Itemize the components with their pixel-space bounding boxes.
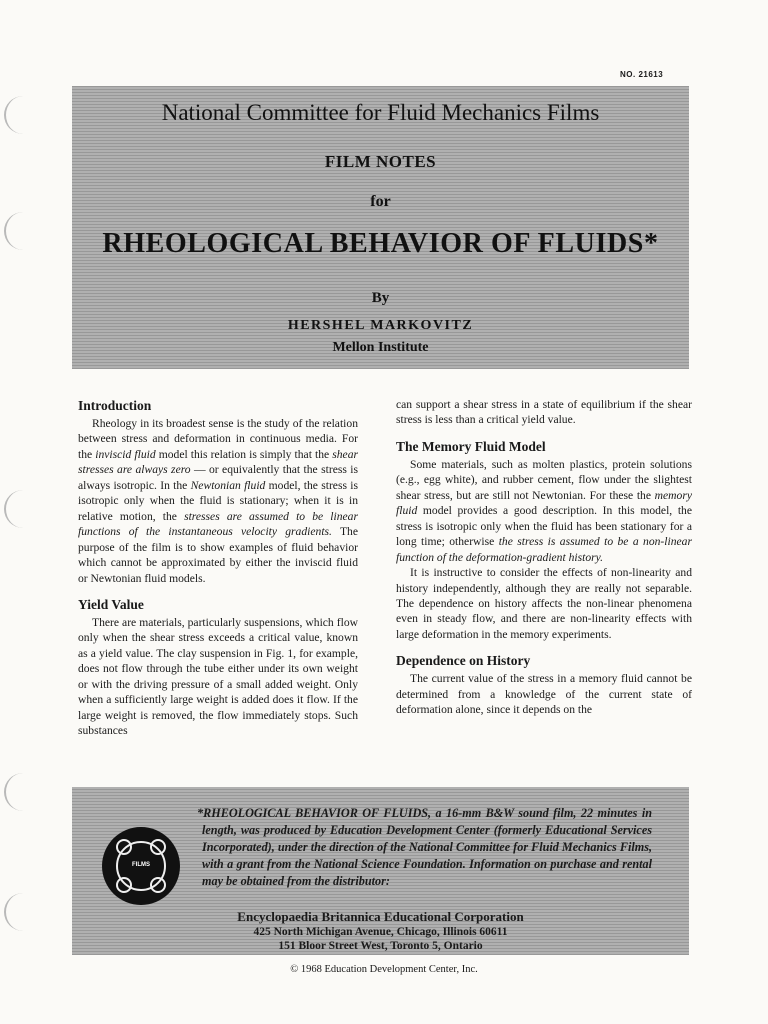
section-heading-memory-fluid-model: The Memory Fluid Model (396, 438, 546, 454)
binder-hole-mark (4, 773, 28, 811)
organization-name: National Committee for Fluid Mechanics Films (161, 100, 600, 125)
left-column (78, 397, 358, 739)
distributor-address-toronto: 151 Bloor Street West, Toronto 5, Ontario (278, 940, 483, 952)
distributor-name: Encyclopaedia Britannica Educational Corporation (237, 909, 524, 924)
binder-hole-mark (4, 893, 28, 931)
document-number: NO. 21613 (620, 70, 664, 79)
paragraph: There are materials, particularly suspensions, which flow only when the shear stress exceeds a critical value, known as a yield value. The clay suspension in Fig. 1, for example, does not flow through the tube either under its own weight or with the driving pressure of a small added weight. Only when a sufficiently large weight is added does it flow. If the large weight is removed, the flow immediately stops. Such substances (78, 615, 358, 738)
by-label: By (371, 290, 390, 306)
paragraph: Some materials, such as molten plastics, protein solutions (e.g., egg white), and rubber cement, flow under the slightest shear stress, but are still not Newtonian. For these the memory fluid model provides a good description. In this model, the stress is isotropic only when the fluid has been stationary for a long time; otherwise the stress is assumed to be a non-linear function of the deformation-gradient history. (396, 457, 692, 564)
distributor-address-chicago: 425 North Michigan Avenue, Chicago, Illinois 60611 (253, 926, 508, 938)
right-column (396, 397, 692, 718)
film-notes-label: FILM NOTES (324, 152, 437, 171)
paragraph: can support a shear stress in a state of equilibrium if the shear stress is less than a critical yield value. (396, 398, 692, 427)
author-name: HERSHEL MARKOVITZ (287, 318, 474, 333)
title-banner (72, 86, 689, 369)
logo-label: FILMS (132, 862, 150, 868)
author-institution: Mellon Institute (332, 340, 429, 355)
film-info-banner (72, 787, 689, 955)
document-title: RHEOLOGICAL BEHAVIOR OF FLUIDS* (102, 228, 659, 259)
copyright-notice: © 1968 Education Development Center, Inc. (290, 964, 478, 975)
section-heading-yield-value: Yield Value (78, 596, 144, 612)
paragraph: Rheology in its broadest sense is the study of the relation between stress and deformation in continuous media. For the inviscid fluid model this relation is simply that the shear stresses are always zero — or equivalently that the stress is always isotropic. In the Newtonian fluid model, the stress is isotropic only when the fluid is stationary; when it is in relative motion, the stresses are assumed to be linear functions of the instantaneous velocity gradients. The purpose of the film is to show examples of fluid behavior which cannot be approximated by either the inviscid fluid or Newtonian fluid models. (78, 417, 359, 585)
binder-hole-mark (4, 96, 28, 134)
for-label: for (370, 193, 391, 210)
section-heading-dependence-on-history: Dependence on History (396, 653, 531, 669)
paragraph: The current value of the stress in a memory fluid cannot be determined from a knowledge of the current state of deformation alone, since it depends on the (396, 672, 692, 717)
paragraph: It is instructive to consider the effects of non-linearity and history independently, although they are really not separable. The dependence on history affects the non-linear phenomena even in steady flow, and there are non-linearity effects with large deformation in the memory experiments. (396, 566, 692, 641)
binder-hole-mark (4, 212, 28, 250)
film-description: *RHEOLOGICAL BEHAVIOR OF FLUIDS, a 16-mm B&W sound film, 22 minutes in length, was produced by Education Development Center (formerly Educational Services Incorporated), under the direction of the National Committee for Fluid Mechanics Films, with a grant from the National Science Foundation. Information on purchase and rental may be obtained from the distributor: (197, 806, 652, 888)
binder-hole-mark (4, 490, 28, 528)
section-heading-introduction: Introduction (78, 398, 152, 413)
films-logo-icon (102, 827, 180, 905)
